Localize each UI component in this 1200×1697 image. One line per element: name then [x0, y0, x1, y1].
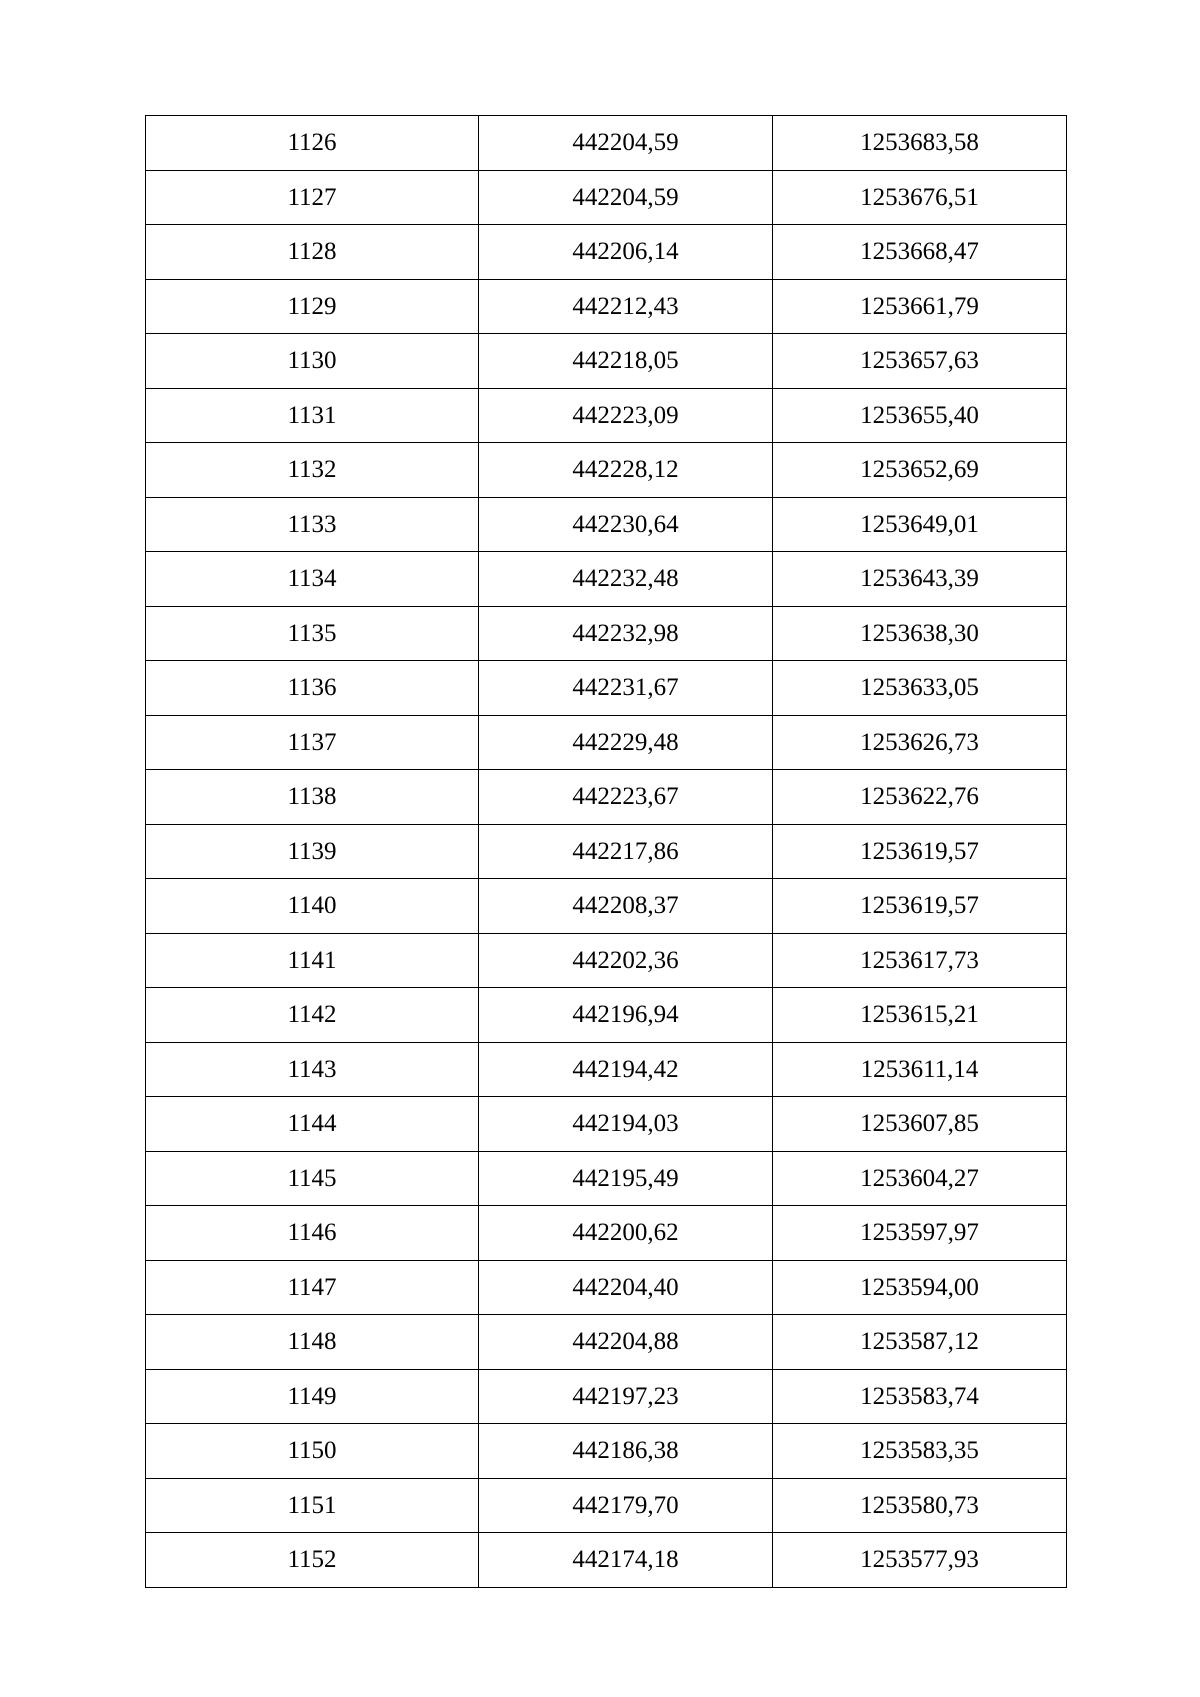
point-number-cell: 1136	[146, 661, 479, 716]
table-row	[146, 988, 1067, 1043]
x-coordinate-cell: 442204,59	[479, 170, 773, 225]
y-coordinate-cell: 1253607,85	[773, 1097, 1067, 1152]
x-coordinate-cell: 442229,48	[479, 715, 773, 770]
point-number-cell: 1151	[146, 1478, 479, 1533]
point-number-cell: 1130	[146, 334, 479, 389]
y-coordinate-cell: 1253583,35	[773, 1424, 1067, 1479]
y-coordinate-cell: 1253619,57	[773, 824, 1067, 879]
x-coordinate-cell: 442212,43	[479, 279, 773, 334]
table-row	[146, 388, 1067, 443]
y-coordinate-cell: 1253661,79	[773, 279, 1067, 334]
y-coordinate-cell: 1253587,12	[773, 1315, 1067, 1370]
table-row	[146, 661, 1067, 716]
x-coordinate-cell: 442217,86	[479, 824, 773, 879]
y-coordinate-cell: 1253668,47	[773, 225, 1067, 280]
x-coordinate-cell: 442197,23	[479, 1369, 773, 1424]
point-number-cell: 1137	[146, 715, 479, 770]
y-coordinate-cell: 1253615,21	[773, 988, 1067, 1043]
point-number-cell: 1129	[146, 279, 479, 334]
point-number-cell: 1138	[146, 770, 479, 825]
table-row	[146, 1478, 1067, 1533]
point-number-cell: 1132	[146, 443, 479, 498]
x-coordinate-cell: 442196,94	[479, 988, 773, 1043]
table-row	[146, 1424, 1067, 1479]
y-coordinate-cell: 1253626,73	[773, 715, 1067, 770]
x-coordinate-cell: 442194,03	[479, 1097, 773, 1152]
point-number-cell: 1131	[146, 388, 479, 443]
table-row	[146, 1042, 1067, 1097]
x-coordinate-cell: 442179,70	[479, 1478, 773, 1533]
x-coordinate-cell: 442202,36	[479, 933, 773, 988]
table-row	[146, 879, 1067, 934]
point-number-cell: 1139	[146, 824, 479, 879]
table-row	[146, 824, 1067, 879]
table-row	[146, 933, 1067, 988]
table-row	[146, 770, 1067, 825]
y-coordinate-cell: 1253622,76	[773, 770, 1067, 825]
x-coordinate-cell: 442206,14	[479, 225, 773, 280]
table-row	[146, 552, 1067, 607]
x-coordinate-cell: 442186,38	[479, 1424, 773, 1479]
table-row	[146, 170, 1067, 225]
table-row	[146, 715, 1067, 770]
x-coordinate-cell: 442204,88	[479, 1315, 773, 1370]
point-number-cell: 1147	[146, 1260, 479, 1315]
point-number-cell: 1149	[146, 1369, 479, 1424]
y-coordinate-cell: 1253633,05	[773, 661, 1067, 716]
x-coordinate-cell: 442208,37	[479, 879, 773, 934]
point-number-cell: 1140	[146, 879, 479, 934]
table-row	[146, 606, 1067, 661]
y-coordinate-cell: 1253649,01	[773, 497, 1067, 552]
y-coordinate-cell: 1253619,57	[773, 879, 1067, 934]
table-row	[146, 1260, 1067, 1315]
point-number-cell: 1126	[146, 116, 479, 171]
y-coordinate-cell: 1253643,39	[773, 552, 1067, 607]
x-coordinate-cell: 442204,40	[479, 1260, 773, 1315]
y-coordinate-cell: 1253657,63	[773, 334, 1067, 389]
y-coordinate-cell: 1253604,27	[773, 1151, 1067, 1206]
point-number-cell: 1146	[146, 1206, 479, 1261]
point-number-cell: 1145	[146, 1151, 479, 1206]
y-coordinate-cell: 1253617,73	[773, 933, 1067, 988]
point-number-cell: 1152	[146, 1533, 479, 1588]
point-number-cell: 1133	[146, 497, 479, 552]
point-number-cell: 1128	[146, 225, 479, 280]
y-coordinate-cell: 1253652,69	[773, 443, 1067, 498]
y-coordinate-cell: 1253638,30	[773, 606, 1067, 661]
point-number-cell: 1144	[146, 1097, 479, 1152]
table-row	[146, 1315, 1067, 1370]
table-row	[146, 334, 1067, 389]
table-row	[146, 1151, 1067, 1206]
y-coordinate-cell: 1253655,40	[773, 388, 1067, 443]
point-number-cell: 1134	[146, 552, 479, 607]
y-coordinate-cell: 1253683,58	[773, 116, 1067, 171]
table-row	[146, 443, 1067, 498]
point-number-cell: 1150	[146, 1424, 479, 1479]
x-coordinate-cell: 442204,59	[479, 116, 773, 171]
x-coordinate-cell: 442223,67	[479, 770, 773, 825]
table-row	[146, 1097, 1067, 1152]
coordinates-table	[145, 115, 1067, 1588]
point-number-cell: 1142	[146, 988, 479, 1043]
y-coordinate-cell: 1253580,73	[773, 1478, 1067, 1533]
x-coordinate-cell: 442223,09	[479, 388, 773, 443]
x-coordinate-cell: 442174,18	[479, 1533, 773, 1588]
table-row	[146, 1533, 1067, 1588]
point-number-cell: 1127	[146, 170, 479, 225]
x-coordinate-cell: 442195,49	[479, 1151, 773, 1206]
x-coordinate-cell: 442200,62	[479, 1206, 773, 1261]
y-coordinate-cell: 1253676,51	[773, 170, 1067, 225]
y-coordinate-cell: 1253583,74	[773, 1369, 1067, 1424]
x-coordinate-cell: 442231,67	[479, 661, 773, 716]
y-coordinate-cell: 1253577,93	[773, 1533, 1067, 1588]
x-coordinate-cell: 442228,12	[479, 443, 773, 498]
point-number-cell: 1143	[146, 1042, 479, 1097]
point-number-cell: 1148	[146, 1315, 479, 1370]
x-coordinate-cell: 442232,48	[479, 552, 773, 607]
y-coordinate-cell: 1253594,00	[773, 1260, 1067, 1315]
coordinates-table-body	[146, 116, 1067, 1588]
point-number-cell: 1141	[146, 933, 479, 988]
table-row	[146, 279, 1067, 334]
x-coordinate-cell: 442218,05	[479, 334, 773, 389]
table-row	[146, 116, 1067, 171]
point-number-cell: 1135	[146, 606, 479, 661]
table-row	[146, 1369, 1067, 1424]
x-coordinate-cell: 442194,42	[479, 1042, 773, 1097]
x-coordinate-cell: 442232,98	[479, 606, 773, 661]
table-row	[146, 497, 1067, 552]
table-row	[146, 1206, 1067, 1261]
table-row	[146, 225, 1067, 280]
x-coordinate-cell: 442230,64	[479, 497, 773, 552]
y-coordinate-cell: 1253611,14	[773, 1042, 1067, 1097]
y-coordinate-cell: 1253597,97	[773, 1206, 1067, 1261]
